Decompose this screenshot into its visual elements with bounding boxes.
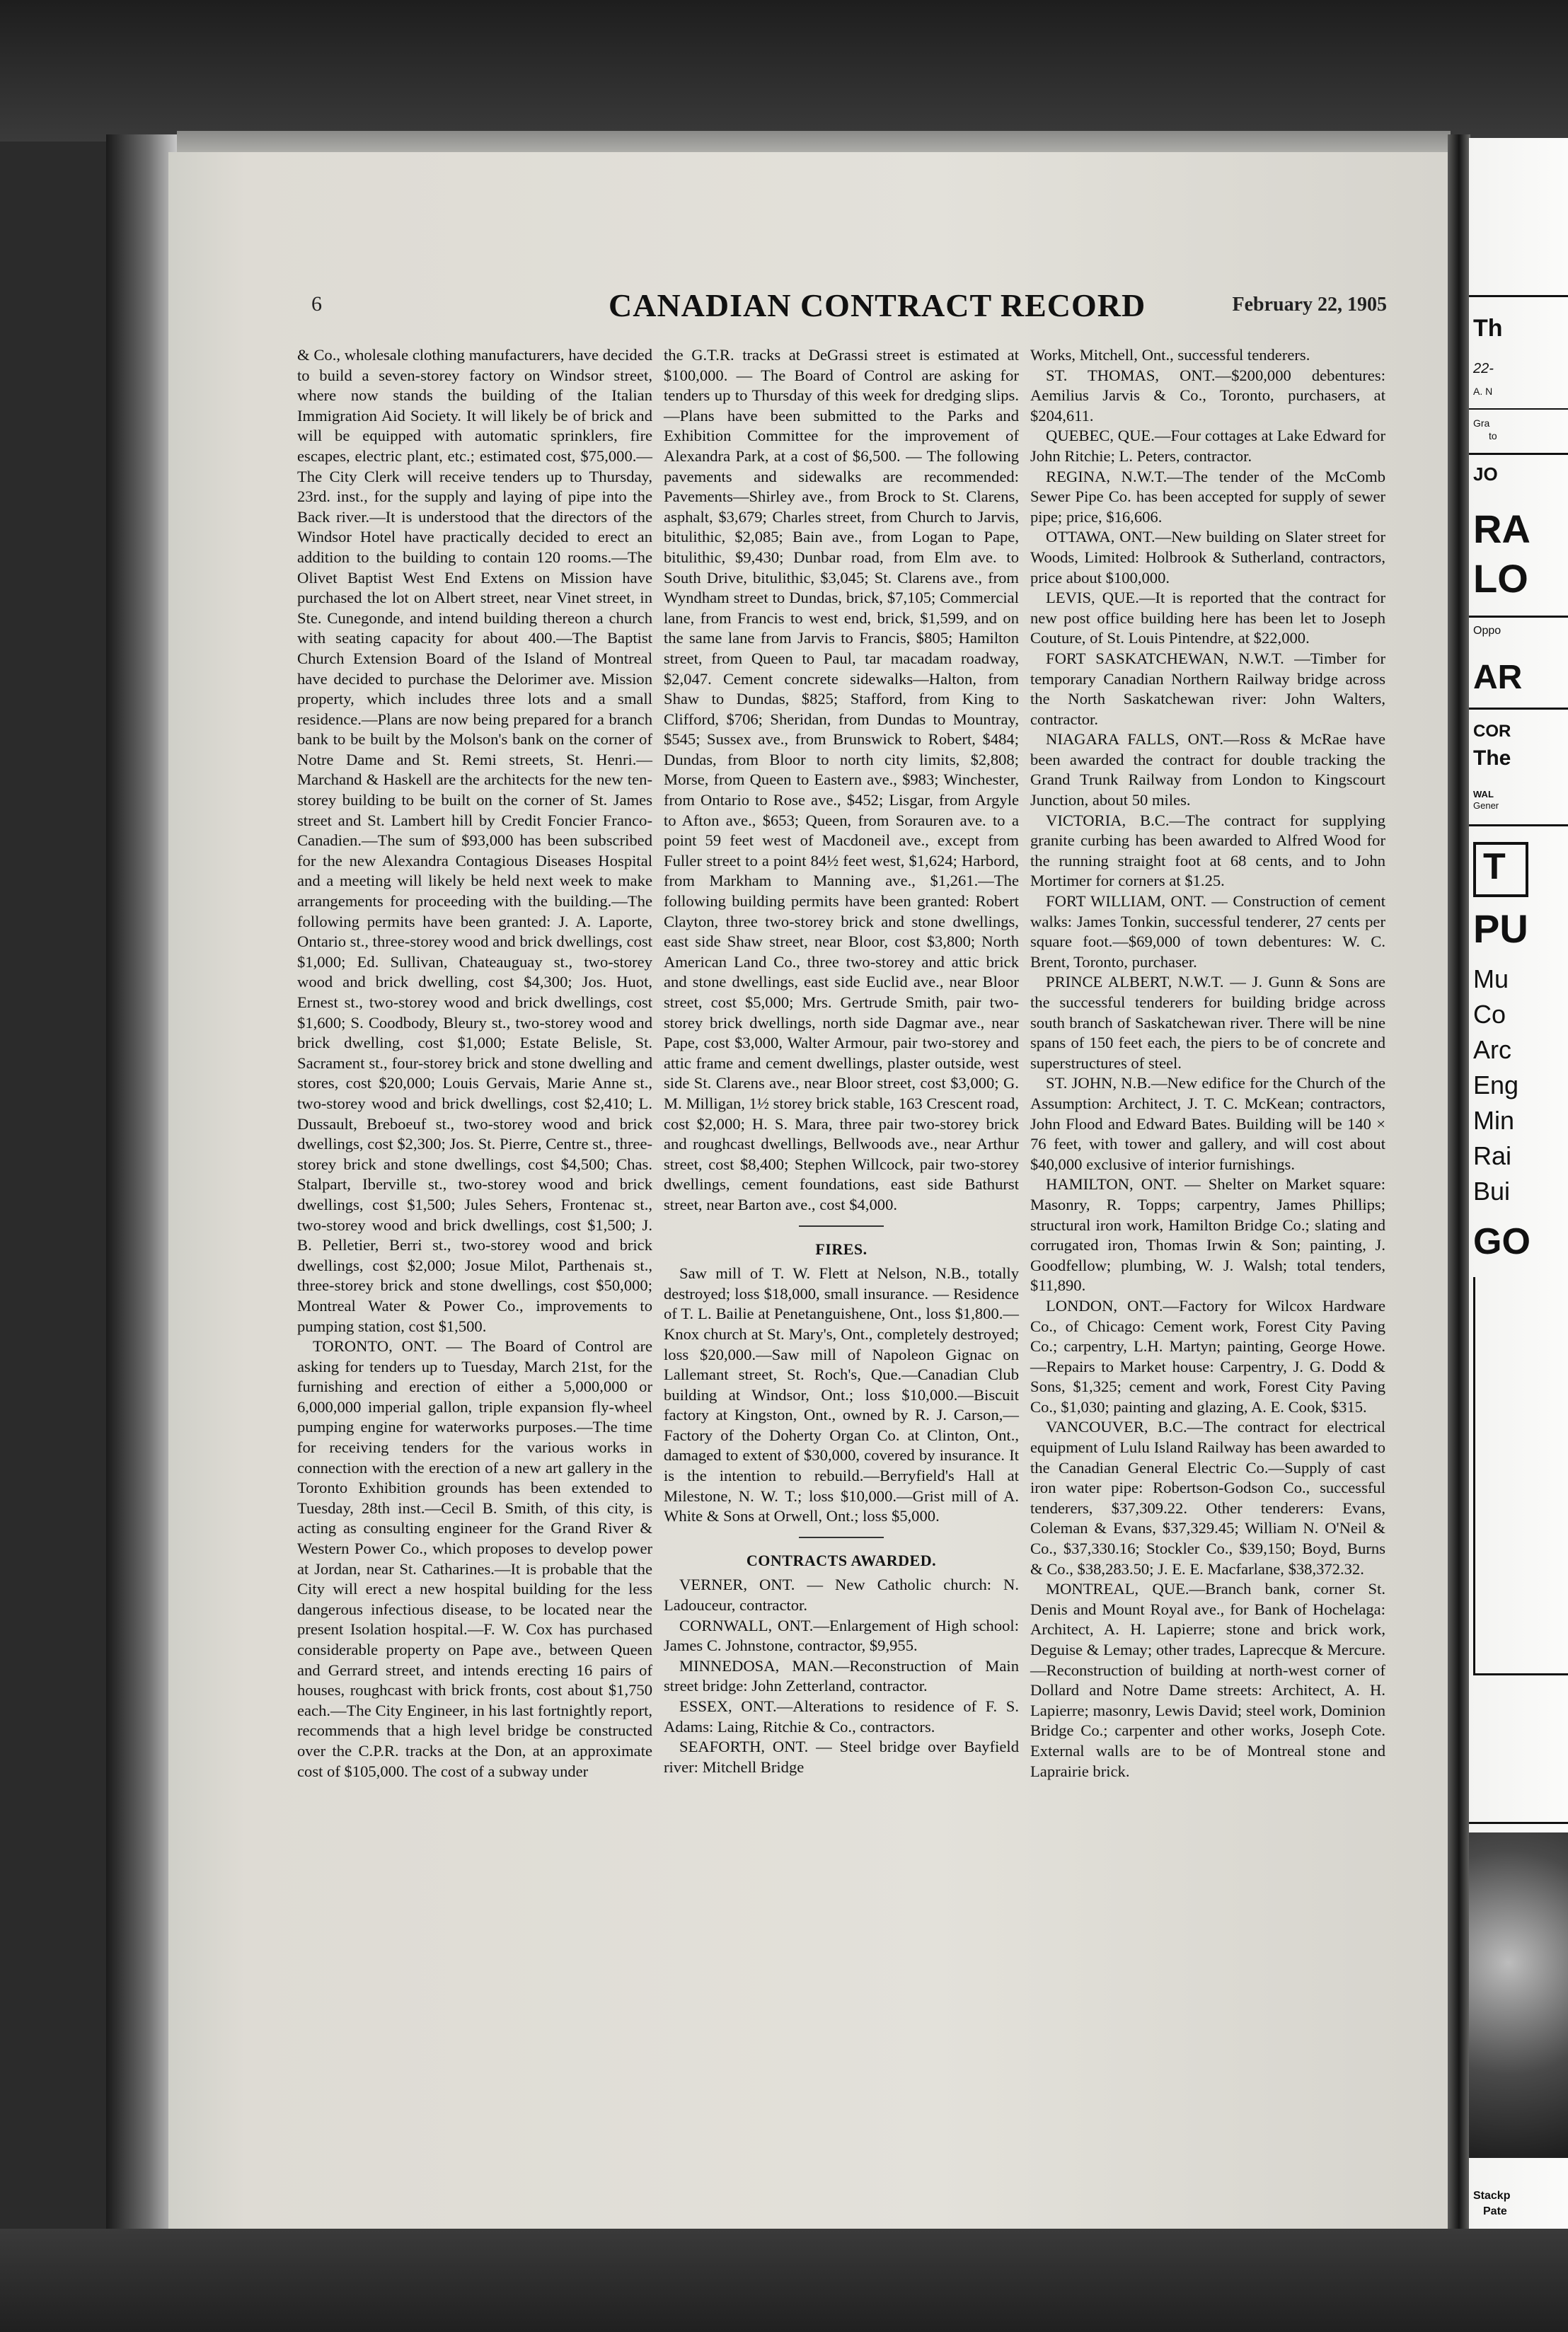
fragment-text: Gener — [1473, 800, 1499, 811]
section-heading-fires: FIRES. — [815, 1240, 867, 1258]
book-spine — [106, 134, 177, 2229]
paragraph: NIAGARA FALLS, ONT.—Ross & McRae have been awarded the contract for double tracking the Grand Trunk Railway from London to Kingscourt Junction, about 50 miles. — [1030, 730, 1385, 809]
fragment-text: Th — [1473, 315, 1503, 342]
fragment-text: Co — [1473, 1000, 1506, 1029]
rule-line — [1469, 453, 1568, 455]
section-divider — [799, 1537, 884, 1538]
product-illustration — [1469, 1832, 1568, 2158]
rule-line — [1469, 295, 1568, 297]
fragment-text: WAL — [1473, 789, 1494, 800]
paragraph: VICTORIA, B.C.—The contract for supplying granite curbing has been awarded to Alfred Wood for the running straight foot at 68 cents, and to John Mortimer for corners at $1.25. — [1030, 811, 1385, 890]
fragment-text: T — [1483, 846, 1506, 887]
fragment-text: Bui — [1473, 1177, 1511, 1206]
fragment-text: PU — [1473, 906, 1528, 951]
fragment-text: Stackp — [1473, 2190, 1511, 2202]
masthead — [311, 287, 1387, 325]
paragraph: MONTREAL, QUE.—Branch bank, corner St. Denis and Mount Royal ave., for Bank of Hochelaga: Architect, A. H. Lapierre; stone and brick work, Deguise & Lemay; other trades, Laprecque & Mercure.—Reconstruction of building at north-west corner of Dollard and Notre Dame streets: Architect, A. H. Lapierre; masonry, Lewis David; steel work, Dominion Bridge Co.; carpenter and other works, Joseph Cote. External walls are to be of Montreal stone and Laprairie brick. — [1030, 1580, 1385, 1780]
publication-title: CANADIAN CONTRACT RECORD — [609, 287, 1146, 323]
contract-item: MINNEDOSA, MAN.—Reconstruction of Main street bridge: John Zetterland, contractor. — [664, 1656, 1019, 1695]
fragment-text: Arc — [1473, 1035, 1511, 1064]
paragraph: LEVIS, QUE.—It is reported that the contract for new post office building here has been let to Joseph Couture, of St. Louis Pintendre, at $22,000. — [1030, 589, 1385, 647]
rule-line — [1469, 824, 1568, 826]
fragment-text: GO — [1473, 1221, 1530, 1262]
issue-date: February 22, 1905 — [1232, 294, 1387, 316]
paragraph: QUEBEC, QUE.—Four cottages at Lake Edward for John Ritchie; L. Peters, contractor. — [1030, 427, 1385, 465]
box-border — [1473, 1277, 1475, 1673]
fragment-text: COR — [1473, 722, 1511, 741]
paragraph: Saw mill of T. W. Flett at Nelson, N.B., totally destroyed; loss $18,000, small insurance. — Residence of T. L. Bailie at Penetanguishene, Ont., loss $1,800.—Knox church at St. Mary's, Ont., completely destroyed; loss $20,000.—Saw mill of Napoleon Gignac on Lallemant street, St. Roch's, Que.—Canadian Club building at Windsor, Ont.; loss $10,000.—Biscuit factory at Kingston, Ont., owned by R. J. Carson,—Factory of the Doherty Organ Co. at Clinton, Ont., damaged to extent of $30,000, covered by insurance. It is the intention to rebuild.—Berryfield's Hall at Milestone, N. W. T.; loss $10,000.—Grist mill of A. White & Sons at Orwell, Ont.; loss $5,000. — [664, 1264, 1019, 1525]
column-3 — [1030, 345, 1385, 1782]
column-1 — [297, 345, 652, 1782]
fragment-text: RA — [1473, 507, 1530, 551]
paragraph: FORT SASKATCHEWAN, N.W.T. —Timber for temporary Canadian Northern Railway bridge across the North Saskatchewan river: John Walters, contractor. — [1030, 649, 1385, 728]
book-gutter — [1448, 134, 1470, 2239]
fragment-text: Gra — [1473, 417, 1490, 429]
contract-item: ESSEX, ONT.—Alterations to residence of F. S. Adams: Laing, Ritchie & Co., contractors. — [664, 1697, 1019, 1736]
paragraph: FORT WILLIAM, ONT. — Construction of cement walks: James Tonkin, successful tenderer, 27 cents per square foot.—$69,000 of town debentures: W. C. Brent, Toronto, purchaser. — [1030, 892, 1385, 971]
fragment-text: LO — [1473, 556, 1528, 601]
fragment-text: Pate — [1483, 2205, 1507, 2217]
rule-line — [1469, 408, 1568, 410]
section-heading-contracts: CONTRACTS AWARDED. — [746, 1551, 937, 1569]
facing-page — [1469, 138, 1568, 2239]
box-border — [1473, 1673, 1568, 1675]
contract-item: SEAFORTH, ONT. — Steel bridge over Bayfield river: Mitchell Bridge — [664, 1738, 1019, 1776]
column-2 — [664, 345, 1019, 1777]
fragment-text: Min — [1473, 1106, 1515, 1135]
background-top — [0, 0, 1568, 142]
paragraph: OTTAWA, ONT.—New building on Slater street for Woods, Limited: Holbrook & Sutherland, contractors, price about $100,000. — [1030, 528, 1385, 587]
paragraph: HAMILTON, ONT. — Shelter on Market square: Masonry, R. Topps; carpentry, James Phillips; structural iron work, Hamilton Bridge Co.; slating and corrugated iron, Thomas Irwin & Son; painting, J. Goodfellow; plumbing, W. J. Walsh; total tenders, $11,890. — [1030, 1175, 1385, 1295]
fragment-text: JO — [1473, 463, 1498, 485]
rule-line — [1469, 708, 1568, 710]
paragraph: & Co., wholesale clothing manufacturers, have decided to build a seven-storey factory on Windsor street, where now stands the building of the Italian Immigration Aid Society. It will likely be of brick and will be equipped with automatic sprinklers, fire escapes, electric plant, etc.; estimated cost, $75,000.—The City Clerk will receive tenders up to Thursday, 23rd. inst., for the supply and laying of pipe into the Back river.—It is understood that the directors of the Windsor Hotel have practically decided to erect an addition to the building to contain 120 rooms.—The Olivet Baptist West End Extens on Mission have purchased the lot on Albert street, near Vinet street, in Ste. Cunegonde, and intend building thereon a church with seating capacity for about 400.—The Baptist Church Extension Board of the Island of Montreal have decided to purchase the Delorimer ave. Mission property, which includes three lots and a small residence.—Plans are now being prepared for a branch bank to be built by the Molson's bank on the corner of Notre Dame and St. Remi streets, St. Henri.—Marchand & Haskell are the architects for the new ten-storey building to be built on the corner of St. James street and St. Lambert hill by Credit Foncier Franco-Canadien.—The sum of $93,000 has been subscribed for the new Alexandra Contagious Diseases Hospital and a meeting will likely be held next week to make arrangements for proceeding with the building.—The following permits have been granted: J. A. Laporte, Ontario st., three-storey wood and brick dwellings, cost $1,000; Ed. Sullivan, Chateauguay st., two-storey wood and brick dwelling, cost $4,300; Jos. Huot, Ernest st., two-storey wood and brick dwellings, cost $1,600; S. Coodbody, Bleury st., two-storey wood and brick dwelling, cost $1,000; Estate Belisle, St. Sacrament st., four-storey brick and stone dwelling and stores, cost $20,000; Louis Gervais, Marie Anne st., two-storey wood and brick dwellings, cost $2,410; L. Dussault, Breboeuf st., two-storey wood and brick dwellings, cost $2,300; Jos. St. Pierre, Centre st., three-storey brick and stone dwellings, cost $4,500; Chas. Stalpart, Iberville st., two-storey wood and brick dwellings, cost $1,500; Jules Sehers, Frontenac st., two-storey wood and brick dwellings, cost $1,500; J. B. Pelletier, Berri st., two-storey wood and brick dwellings, cost $2,000; Josue Milot, Parthenais st., three-storey brick and stone dwellings, cost $50,000; Montreal Water & Power Co., improvements to pumping station, cost $1,500. — [297, 346, 652, 1335]
fragment-text: to — [1489, 430, 1497, 441]
paragraph: Works, Mitchell, Ont., successful tenderers. — [1030, 346, 1310, 364]
fragment-text: Rai — [1473, 1141, 1512, 1170]
article-columns — [297, 345, 1387, 2185]
contract-item: CORNWALL, ONT.—Enlargement of High school: James C. Johnstone, contractor, $9,955. — [664, 1616, 1019, 1655]
paragraph: ST. JOHN, N.B.—New edifice for the Church of the Assumption: Architect, J. T. C. McKean; contractors, John Flood and Edward Bates. Building will be 140 × 76 feet, with tower and gallery, and will cost about $40,000 exclusive of interior furnishings. — [1030, 1074, 1385, 1173]
paragraph: ST. THOMAS, ONT.—$200,000 debentures: Aemilius Jarvis & Co., Toronto, purchasers, at $204,611. — [1030, 366, 1385, 425]
fragment-text: The — [1473, 746, 1511, 770]
contract-item: VERNER, ONT. — New Catholic church: N. Ladouceur, contractor. — [664, 1576, 1019, 1615]
fragment-text: Mu — [1473, 964, 1509, 993]
section-divider — [799, 1225, 884, 1227]
page-number: 6 — [311, 292, 322, 316]
paragraph: REGINA, N.W.T.—The tender of the McComb Sewer Pipe Co. has been accepted for supply of sewer pipe; price, $16,606. — [1030, 467, 1385, 526]
fragment-text: 22- — [1473, 361, 1494, 376]
fragment-text: A. N — [1473, 386, 1493, 397]
paragraph: VANCOUVER, B.C.—The contract for electrical equipment of Lulu Island Railway has been awarded to the Canadian General Electric Co.—Supply of cast iron water pipe: Robertson-Godson Co., successful tenderers, $37,309.22. Other tenderers: Evans, Coleman & Evans, $37,329.45; William N. O'Neil & Co., $37,330.16; Stockler Co., $39,150; Boyd, Burns & Co., $38,283.50; J. E. E. Macfarlane, $38,372.32. — [1030, 1418, 1385, 1578]
fragment-text: Eng — [1473, 1070, 1519, 1099]
paragraph: LONDON, ONT.—Factory for Wilcox Hardware Co., of Chicago: Cement work, Forest City Paving Co.; carpentry, L.H. Martyn; painting, George Howe.—Repairs to Market house: Carpentry, J. G. Dodd & Sons, $1,325; cement and work, Forest City Paving Co., $1,030; painting and glazing, A. E. Cook, $315. — [1030, 1296, 1385, 1416]
fragment-text: AR — [1473, 659, 1523, 696]
background-bottom — [0, 2229, 1568, 2332]
paragraph: PRINCE ALBERT, N.W.T. — J. Gunn & Sons are the successful tenderers for building bridge across south branch of Saskatchewan river. There will be nine spans of 150 feet each, the piers to be of concrete and superstructures of steel. — [1030, 973, 1385, 1072]
paragraph: the G.T.R. tracks at DeGrassi street is estimated at $100,000. — The Board of Control are asking for tenders up to Thursday of this week for dredging slips.—Plans have been submitted to the Parks and Exhibition Committee for the improvement of Alexandra Park, at a cost of $6,500. — The following pavements and sidewalks are recommended: Pavements—Shirley ave., from Brock to St. Clarens, asphalt, $3,679; Charles street, from Church to Jarvis, bitulithic, $2,085; Bain ave., from Logan to Pape, bitulithic, $9,430; Dunbar road, from Elm ave. to South Drive, bitulithic, $3,045; St. Clarens ave., from Wyndham street to Dundas, brick, $7,105; Commercial lane, from Francis to west end, brick, $1,599, and on the same lane from Jarvis to Francis, $805; Hamilton street, from Queen to Paul, tar macadam roadway, $2,047. Cement concrete sidewalks—Halton, from Shaw to Dundas, $825; Stafford, from King to Clifford, $706; Sheridan, from Dundas to Mountray, $545; Sussex ave., from Brunswick to Robert, $484; Dundas, from Bloor to north city limits, $2,808; Morse, from Queen to Eastern ave., $983; Winchester, from Ontario to Rose ave., $452; Lisgar, from Argyle to Afton ave., $653; Queen, from Sorauren ave. to a point 59 feet west of Macdoneil ave., except from Fuller street to a point 84½ feet west, $1,624; Harbord, from Markham to Manning ave., $1,261.—The following building permits have been granted: Robert Clayton, three two-storey brick and stone dwellings, east side Shaw street, near Bloor, cost $3,800; North American Land Co., three two-storey and attic brick and stone dwellings, east side Euclid ave., near Bloor street, cost $5,000; Mrs. Gertrude Smith, pair two-storey brick dwellings, north side Dagmar ave., near Pape, cost $3,000, Walter Armour, pair two-storey and attic frame and cement dwellings, plaster outside, west side St. Clarens ave., near Bloor street, cost $3,000; G. M. Milligan, 1½ storey brick stable, 163 Crescent road, cost $2,000; H. S. Mara, three pair two-storey brick and roughcast dwellings, Bellwoods ave., near Arthur street, cost $8,400; Stephen Willcock, pair two-storey dwellings, cement foundations, east side Bathurst street, near Barton ave., cost $4,000. — [664, 346, 1019, 1213]
rule-line — [1469, 616, 1568, 618]
rule-line — [1469, 1822, 1568, 1824]
paragraph: TORONTO, ONT. — The Board of Control are asking for tenders up to Tuesday, March 21st, for the furnishing and erection of either a 5,000,000 or 6,000,000 imperial gallon, triple expansion fly-wheel pumping engine for waterworks purposes.—The time for receiving tenders for the various works in connection with the erection of a new art gallery in the Toronto Exhibition grounds has been extended to Tuesday, 28th inst.—Cecil B. Smith, of this city, is acting as consulting engineer for the Grand River & Western Power Co., which proposes to develop power at Jordan, near St. Catharines.—It is probable that the City will erect a new hospital building for the less dangerous infectious disease, to be located near the present Isolation hospital.—F. W. Cox has purchased considerable property on Pape ave., between Queen and Gerrard street, and intends erecting 16 pairs of houses, roughcast with brick fronts, cost about $1,750 each.—The City Engineer, in his last fortnightly report, recommends that a high level bridge be constructed over the C.P.R. tracks at the Don, at an approximate cost of $105,000. The cost of a subway under — [297, 1337, 652, 1780]
fragment-text: Oppo — [1473, 625, 1501, 637]
